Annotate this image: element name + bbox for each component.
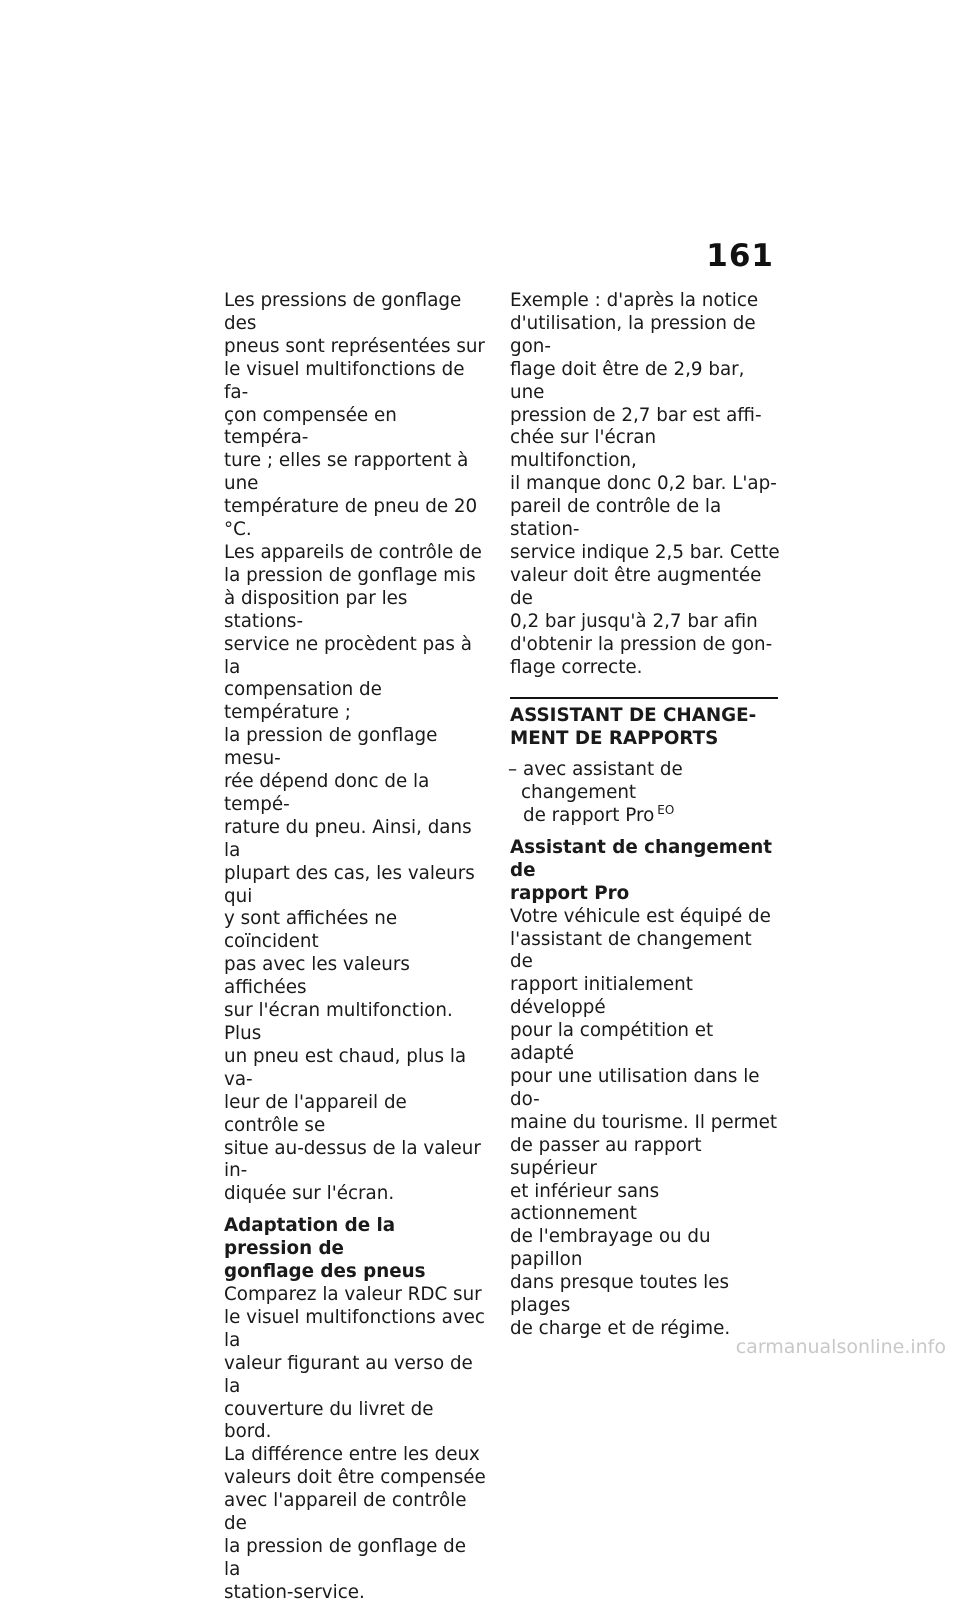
text-line: service indique 2,5 bar. Cette [510,541,780,563]
text-line: gonflage des pneus [224,1261,426,1283]
text-line: pression de 2,7 bar est affi- [510,404,762,426]
text-line: pneus sont représentées sur [224,335,485,357]
text-line: le visuel multifonctions avec la [224,1306,485,1351]
text-line: rature du pneu. Ainsi, dans la [224,816,472,861]
paragraph-shift-assistant [510,906,780,1341]
text-line: La différence entre les deux [224,1444,480,1466]
text-line: sur l'écran multifonction. Plus [224,1000,453,1044]
text-line: çon compensée en tempéra- [224,404,397,449]
text-line: station-service. [224,1581,365,1603]
text-line: situe au-dessus de la valeur in- [224,1137,481,1182]
text-line: valeur doit être augmentée de [510,564,762,609]
text-line: le visuel multifonctions de fa- [224,358,465,403]
equipment-note-line: avec assistant de changement [521,759,683,804]
equipment-note-line: de rapport Pro [523,805,655,827]
text-line: ture ; elles se rapportent à une [224,450,469,495]
text-line: y sont affichées ne coïncident [224,908,398,953]
text-line: maine du tourisme. Il permet [510,1111,778,1133]
subheading-shift-assistant [510,837,780,906]
text-line: de charge et de régime. [510,1317,731,1339]
text-line: à disposition par les stations- [224,587,408,632]
text-line: flage doit être de 2,9 bar, une [510,358,745,403]
text-line: et inférieur sans actionnement [510,1180,660,1225]
text-line: pour la compétition et adapté [510,1020,714,1065]
text-line: température de pneu de 20 °C. [224,496,478,541]
section-divider [510,697,778,699]
text-line: pas avec les valeurs affichées [224,954,410,999]
right-column [510,290,780,1341]
text-line: valeurs doit être compensée [224,1467,486,1489]
text-line: 0,2 bar jusqu'à 2,7 bar afin [510,610,758,632]
equipment-code-superscript: EO [657,802,675,817]
text-line: il manque donc 0,2 bar. L'ap- [510,473,777,495]
text-line: d'obtenir la pression de gon- [510,633,773,655]
text-line: d'utilisation, la pression de gon- [510,312,756,357]
text-line: chée sur l'écran multifonction, [510,427,657,472]
text-line: couverture du livret de bord. [224,1398,434,1443]
paragraph-difference [224,1444,486,1604]
paragraph-gauges [224,542,486,1206]
text-line: plupart des cas, les valeurs qui [224,862,475,907]
text-line: Exemple : d'après la notice [510,290,759,311]
text-line: compensation de température ; [224,679,382,724]
text-line: la pression de gonflage de la [224,1535,467,1580]
text-line: pour une utilisation dans le do- [510,1066,760,1110]
text-line: avec l'appareil de contrôle de [224,1490,467,1535]
paragraph-example [510,290,780,679]
text-line: de passer au rapport supérieur [510,1134,702,1179]
bullet-dash: – [508,759,518,781]
text-line: de l'embrayage ou du papillon [510,1226,711,1271]
paragraph-compare-rdc [224,1284,486,1444]
text-line: un pneu est chaud, plus la va- [224,1045,467,1090]
text-line: Les appareils de contrôle de [224,541,482,563]
text-line: Comparez la valeur RDC sur [224,1283,482,1305]
text-line: l'assistant de changement de [510,928,752,973]
text-line: MENT DE RAPPORTS [510,728,719,750]
watermark: carmanualsonline.info [735,1336,946,1358]
text-line: valeur figurant au verso de la [224,1352,473,1397]
text-line: Adaptation de la pression de [224,1215,396,1260]
paragraph-tire-pressure-display [224,290,486,542]
left-column [224,290,486,1605]
text-line: la pression de gonflage mis [224,564,476,586]
text-line: pareil de contrôle de la station- [510,496,722,541]
text-line: ASSISTANT DE CHANGE- [510,705,757,727]
text-line: Assistant de changement de [510,836,772,881]
text-line: la pression de gonflage mesu- [224,725,438,770]
text-line: dans presque toutes les plages [510,1272,730,1317]
subheading-pressure-adaptation [224,1215,486,1284]
text-line: rée dépend donc de la tempé- [224,771,430,815]
text-line: rapport Pro [510,882,630,904]
text-line: rapport initialement développé [510,974,693,1019]
text-line: service ne procèdent pas à la [224,633,472,678]
text-line: diquée sur l'écran. [224,1183,395,1205]
text-line: flage correcte. [510,656,643,678]
text-line: Les pressions de gonflage des [224,290,462,334]
section-title [510,705,780,751]
page-number: 161 [706,238,774,274]
text-line: leur de l'appareil de contrôle se [224,1091,407,1136]
equipment-note [510,759,780,828]
text-line: Votre véhicule est équipé de [510,905,771,927]
